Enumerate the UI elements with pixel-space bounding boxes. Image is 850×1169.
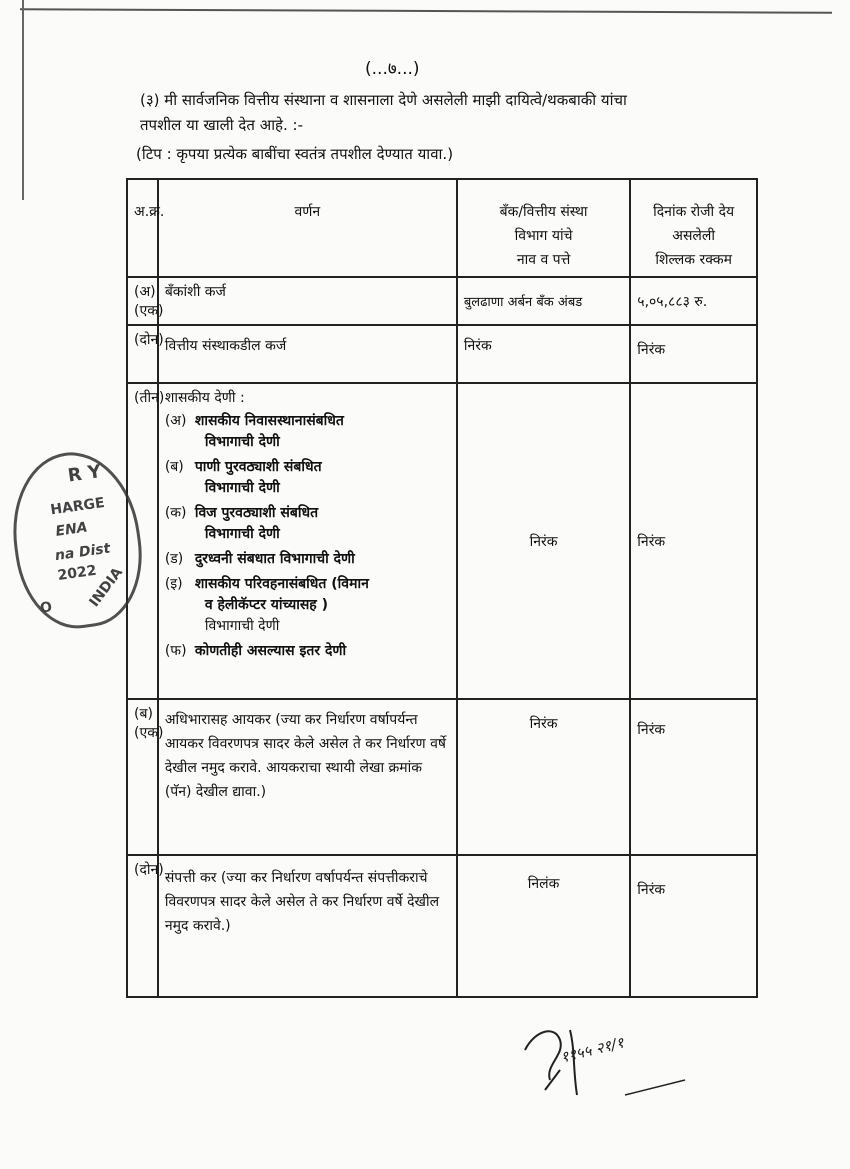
intro-line-2: तपशील या खाली देत आहे. :- [140,116,304,134]
item-text: विज पुरवठ्याशी संबधित [194,505,319,521]
item-text: कोणतीही असल्यास इतर देणी [194,643,347,659]
stamp-text: INDIA [86,564,126,611]
item-mark: (ड) [164,551,184,567]
stamp-text: ENA [54,519,89,540]
item-text-2: विभागाची देणी [204,434,280,450]
item-mark: (अ) [164,413,187,429]
intro-paragraph [140,88,750,138]
table-row [127,855,757,997]
row-amount: निरंक [630,699,757,855]
table-row [127,277,757,325]
item-text-3: विभागाची देणी [204,618,280,634]
row-bank: बुलढाणा अर्बन बँक अंबड [457,277,630,325]
header-amount-line1: दिनांक रोजी देय [653,204,735,220]
row-description: अधिभारासह आयकर (ज्या कर निर्धारण वर्षापर्यन्त आयकर विवरणपत्र सादर केले असेल ते कर निर्धारण वर्षे देखील नमुद करावे. आयकराचा स्थायी लेखा क्रमांक (पॅन) देखील द्यावा.) [158,699,457,855]
scan-border-left [22,0,24,200]
row-amount: ५,०५,८८३ रु. [630,277,757,325]
scan-border-top [20,8,832,14]
item-text: दुरध्वनी संबधात विभागाची देणी [194,551,355,567]
row-bank: निलंक [457,855,630,997]
header-bank-line3: नाव व पत्ते [516,252,571,268]
row-description: वित्तीय संस्थाकडील कर्ज [158,325,457,383]
header-bank-line1: बँक/वित्तीय संस्था [499,204,588,220]
list-item [165,549,450,570]
item-mark: (ब) [164,459,184,475]
table-row [127,325,757,383]
page-number: (...७...) [365,59,420,79]
table-header-row [127,179,757,277]
item-mark: (क) [164,505,187,521]
header-serial: अ.क्र. [127,179,158,277]
stamp-text: R Y [66,461,103,487]
stamp-text: na Dist [53,540,112,565]
row-serial: (दोन) [127,325,158,383]
row-description-heading: शासकीय देणी : [164,390,245,406]
row-description [158,383,457,699]
row-serial: (ब)(एक) [127,699,158,855]
row-amount: निरंक [630,325,757,383]
row-amount: निरंक [630,855,757,997]
intro-line-1: (३) मी सार्वजनिक वित्तीय संस्थाना व शासनाला देणे असलेली माझी दायित्वे/थकबाकी यांचा [140,91,627,109]
note-text: (टिप : कृपया प्रत्येक बाबींचा स्वतंत्र तपशील देण्यात यावा.) [136,145,454,163]
list-item [165,641,450,662]
item-text-2: विभागाची देणी [204,526,280,542]
item-text-2: व हेलीकॅप्टर यांच्यासह ) [204,597,329,613]
header-bank [457,179,630,277]
list-item [165,503,450,545]
row-bank: निरंक [457,325,630,383]
header-amount-line2: असलेली [672,228,716,244]
item-text: पाणी पुरवठ्याशी संबधित [194,459,322,475]
row-bank: निरंक [457,383,630,699]
table-row [127,699,757,855]
liabilities-table [126,178,758,998]
row-amount: निरंक [630,383,757,699]
item-mark: (इ) [164,576,183,592]
signature-text: ११५५ २१/१ [558,1033,626,1067]
row-description: संपत्ती कर (ज्या कर निर्धारण वर्षापर्यन्त संपत्तीकराचे विवरणपत्र सादर केले असेल ते कर निर्धारण वर्षे देखील नमुद करावे.) [158,855,457,997]
govt-dues-list [165,411,450,662]
row-serial: (अ)(एक) [127,277,158,325]
row-description: बँकांशी कर्ज [158,277,457,325]
item-mark: (फ) [164,643,187,659]
item-text-2: विभागाची देणी [204,480,280,496]
row-bank: निरंक [457,699,630,855]
list-item [165,411,450,453]
list-item [165,574,450,637]
item-text: शासकीय परिवहनासंबधित (विमान [194,576,369,592]
row-serial: (दोन) [127,855,158,997]
list-item [165,457,450,499]
header-bank-line2: विभाग यांचे [514,228,573,244]
table-row [127,383,757,699]
header-amount-line3: शिल्लक रक्कम [655,252,732,268]
header-amount [630,179,757,277]
item-text: शासकीय निवासस्थानासंबधित [194,413,344,429]
row-serial: (तीन) [127,383,158,699]
stamp-text: O [39,599,54,617]
stamp-text: HARGE [49,494,106,519]
stamp-text: 2022 [56,562,98,584]
header-description: वर्णन [158,179,457,277]
